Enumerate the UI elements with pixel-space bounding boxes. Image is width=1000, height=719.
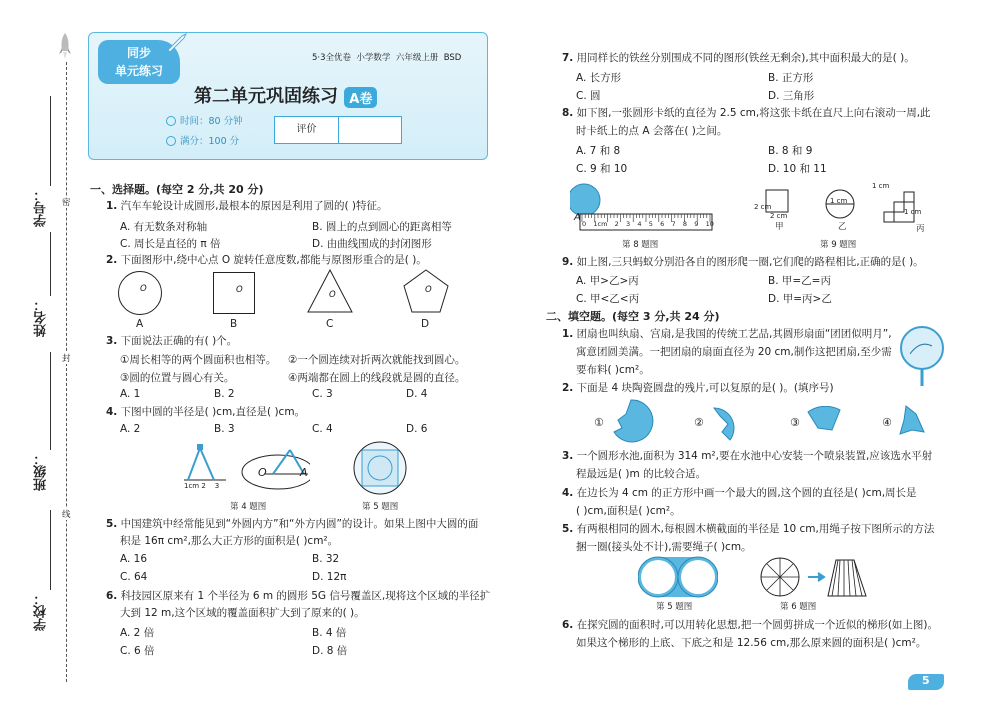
- fig9-dim-3: 1 cm: [830, 197, 848, 205]
- fill-question-2: 2. 下面是 4 块陶瓷圆盘的残片,可以复原的是( )。(填序号): [562, 382, 834, 394]
- circle-to-trapezoid-figure: [760, 556, 870, 601]
- question-6: 6. 科技园区原来有 1 个半径为 6 m 的圆形 5G 信号覆盖区,现将这个区域的半径扩: [106, 590, 491, 602]
- q1-option-a[interactable]: A. 有无数条对称轴: [120, 221, 208, 233]
- shard-2-figure: [710, 404, 746, 445]
- shard-3-figure: [806, 406, 842, 437]
- q5-option-b[interactable]: B. 32: [312, 553, 340, 565]
- two-logs-rope-figure: [638, 556, 718, 601]
- time-limit: 时间：80 分钟: [180, 116, 243, 127]
- page-title: 第二单元巩固练习 A卷: [194, 82, 377, 108]
- fig5-caption: 第 5 题图: [362, 502, 399, 512]
- fig4-ruler-label: 1cm 2 3: [184, 482, 220, 490]
- fig9-dim-1: 2 cm: [754, 203, 772, 211]
- page-number: 5: [922, 674, 930, 687]
- rocket-icon: [58, 32, 72, 60]
- fill-fig5-caption: 第 5 题图: [656, 602, 693, 612]
- q4-option-b[interactable]: B. 3: [214, 423, 235, 435]
- q3-statement-3: ③圆的位置与圆心有关。: [120, 372, 235, 384]
- q1-option-c[interactable]: C. 周长是直径的 π 倍: [120, 238, 221, 250]
- q3-option-d[interactable]: D. 4: [406, 388, 428, 400]
- school-field[interactable]: [50, 510, 51, 590]
- q2-option-d[interactable]: D: [421, 318, 430, 330]
- question-9: 9. 如上图,三只蚂蚁分别沿各自的图形爬一圈,它们爬的路程相比,正确的是( )。: [562, 256, 924, 268]
- fig8-tick-labels: 0 1cm 2 3 4 5 6 7 8 9 10: [582, 220, 714, 228]
- q3-statement-2: ②一个圆连续对折两次就能找到圆心。: [288, 354, 466, 366]
- fill-question-1-line3: 要布料( )cm²。: [576, 364, 650, 376]
- q4-option-d[interactable]: D. 6: [406, 423, 428, 435]
- question-5-cont: 积是 16π cm²,那么大正方形的面积是( )cm²。: [120, 535, 339, 547]
- full-score: 满分：100 分: [180, 136, 240, 147]
- q2-option-b[interactable]: B: [230, 318, 238, 330]
- section-2-heading: 二、填空题。(每空 3 分,共 24 分): [546, 310, 720, 323]
- student-id-field[interactable]: [50, 96, 51, 186]
- binding-mark-feng: 封: [62, 354, 71, 364]
- question-1: 1. 汽车车轮设计成圆形,最根本的原因是利用了圆的( )特征。: [106, 200, 388, 212]
- q4-option-c[interactable]: C. 4: [312, 423, 333, 435]
- q8-option-a[interactable]: A. 7 和 8: [576, 145, 621, 157]
- q3-statement-1: ①周长相等的两个圆面积也相等。: [120, 354, 277, 366]
- question-4: 4. 下图中圆的半径是( )cm,直径是( )cm。: [106, 406, 306, 418]
- q8-option-d[interactable]: D. 10 和 11: [768, 163, 827, 175]
- fill-question-6: 6. 在探究圆的面积时,可以用转化思想,把一个圆剪拼成一个近似的梯形(如上图)。: [562, 619, 939, 631]
- question-6-cont: 大到 12 m,这个区域的覆盖面积扩大到了原来的( )。: [120, 607, 365, 619]
- fig9-label-jia: 甲: [775, 222, 784, 232]
- q7-option-d[interactable]: D. 三角形: [768, 90, 815, 102]
- q3-option-b[interactable]: B. 2: [214, 388, 235, 400]
- binding-mark-xian: 线: [62, 510, 71, 520]
- q3-statement-4: ④两端都在圆上的线段就是圆的直径。: [288, 372, 466, 384]
- shard-label-2: ②: [694, 416, 704, 429]
- badge-line-1: 同步: [126, 46, 151, 60]
- question-7: 7. 用同样长的铁丝分别围成不同的图形(铁丝无剩余),其中面积最大的是( )。: [562, 52, 915, 64]
- student-id-label: 学号：: [34, 188, 49, 227]
- q2-square-figure: [213, 272, 255, 314]
- shard-label-1: ①: [594, 416, 604, 429]
- q6-option-b[interactable]: B. 4 倍: [312, 627, 347, 639]
- fig9-dim-2: 2 cm: [770, 212, 788, 220]
- fill-question-4-line2: ( )cm,面积是( )cm²。: [576, 505, 681, 517]
- question-8: 8. 如下图,一张圆形卡纸的直径为 2.5 cm,将这张卡纸在直尺上向右滚动一周,此: [562, 107, 931, 119]
- shard-label-4: ④: [882, 416, 892, 429]
- q5-option-a[interactable]: A. 16: [120, 553, 148, 565]
- fill-question-6-line2: 如果这个梯形的上底、下底之和是 12.56 cm,那么原来圆的面积是( )cm²。: [576, 637, 927, 649]
- fill-question-5: 5. 有两根相同的圆木,每根圆木横截面的半径是 10 cm,用绳子按下图所示的方法: [562, 523, 935, 535]
- name-label: 姓名：: [34, 298, 49, 337]
- question-3: 3. 下面说法正确的有( )个。: [106, 335, 238, 347]
- fig9-dim-4: 1 cm: [872, 182, 890, 190]
- q5-option-c[interactable]: C. 64: [120, 571, 148, 583]
- q9-option-a[interactable]: A. 甲>乙>丙: [576, 275, 639, 287]
- round-fan-figure: [898, 326, 946, 391]
- q6-option-c[interactable]: C. 6 倍: [120, 645, 155, 657]
- q2-square-center: O: [236, 285, 243, 295]
- rocket-badge-icon: [166, 32, 188, 55]
- question-2: 2. 下面图形中,绕中心点 O 旋转任意度数,都能与原图形重合的是( )。: [106, 254, 427, 266]
- q3-option-a[interactable]: A. 1: [120, 388, 141, 400]
- check-icon: [166, 136, 176, 146]
- fig9-caption: 第 9 题图: [820, 240, 857, 250]
- q2-option-c[interactable]: C: [326, 318, 334, 330]
- q9-option-b[interactable]: B. 甲=乙=丙: [768, 275, 831, 287]
- q2-pentagon-center: O: [425, 285, 432, 295]
- q2-circle-center: O: [140, 284, 147, 294]
- binding-dashed-line: [66, 62, 67, 682]
- q8-option-c[interactable]: C. 9 和 10: [576, 163, 628, 175]
- fig5-circle-square-figure: [352, 440, 408, 499]
- shard-4-figure: [896, 404, 926, 439]
- q3-option-c[interactable]: C. 3: [312, 388, 333, 400]
- q1-option-b[interactable]: B. 圆上的点到圆心的距离相等: [312, 221, 452, 233]
- fill-fig6-caption: 第 6 题图: [780, 602, 817, 612]
- question-8-cont: 时卡纸上的点 A 会落在( )之间。: [576, 125, 728, 137]
- fill-question-3-line2: 程最远是( )m 的比较合适。: [576, 468, 707, 480]
- fill-question-4: 4. 在边长为 4 cm 的正方形中画一个最大的圆,这个圆的直径是( )cm,周长是: [562, 487, 917, 499]
- title-tag: A卷: [344, 87, 377, 108]
- q7-option-b[interactable]: B. 正方形: [768, 72, 814, 84]
- class-label: 班级：: [34, 452, 49, 491]
- series-info: 5·3全优卷 小学数学 六年级上册 BSD: [312, 53, 462, 63]
- fig4-caption: 第 4 题图: [230, 502, 267, 512]
- fig8-caption: 第 8 题图: [622, 240, 659, 250]
- fig9-label-yi: 乙: [838, 222, 847, 232]
- fig4-point-label: A: [300, 466, 308, 479]
- shard-label-3: ③: [790, 416, 800, 429]
- evaluation-box: [274, 116, 402, 144]
- evaluation-label: 评价: [275, 117, 339, 143]
- fig4-center-label: O: [258, 466, 267, 479]
- shard-1-figure: [608, 398, 654, 447]
- clock-icon: [166, 116, 176, 126]
- section-1-heading: 一、选择题。(每空 2 分,共 20 分): [90, 183, 264, 196]
- class-field[interactable]: [50, 352, 51, 450]
- fig8-ruler-figure: [570, 182, 716, 237]
- evaluation-field[interactable]: [339, 117, 401, 143]
- q8-option-b[interactable]: B. 8 和 9: [768, 145, 813, 157]
- q1-option-d[interactable]: D. 由曲线围成的封闭图形: [312, 238, 432, 250]
- school-label: 学校：: [34, 592, 49, 631]
- fig9-label-bing: 丙: [916, 224, 925, 234]
- q2-option-a[interactable]: A: [136, 318, 144, 330]
- q7-option-a[interactable]: A. 长方形: [576, 72, 622, 84]
- binding-mark-mi: 密: [62, 198, 71, 208]
- fill-question-5-line2: 捆一圈(接头处不计),需要绳子( )cm。: [576, 541, 752, 553]
- q6-option-d[interactable]: D. 8 倍: [312, 645, 348, 657]
- q7-option-c[interactable]: C. 圆: [576, 90, 601, 102]
- q6-option-a[interactable]: A. 2 倍: [120, 627, 155, 639]
- q9-option-d[interactable]: D. 甲=丙>乙: [768, 293, 832, 305]
- badge-line-2: 单元练习: [114, 64, 163, 78]
- fill-question-1: 1. 团扇也叫纨扇、宫扇,是我国的传统工艺品,其圆形扇面“团团似明月”,: [562, 328, 892, 340]
- fig9-dim-5: 1 cm: [904, 208, 922, 216]
- fill-question-1-line2: 寓意团圆美满。一把团扇的扇面直径为 20 cm,制作这把团扇,至少需: [576, 346, 892, 358]
- q2-triangle-center: O: [329, 290, 336, 300]
- q4-option-a[interactable]: A. 2: [120, 423, 141, 435]
- fill-question-3: 3. 一个圆形水池,面积为 314 m²,要在水池中心安装一个喷泉装置,应该选水平射: [562, 450, 933, 462]
- name-field[interactable]: [50, 232, 51, 296]
- fig8-point-a: A: [574, 212, 581, 223]
- q9-option-c[interactable]: C. 甲<乙<丙: [576, 293, 640, 305]
- q5-option-d[interactable]: D. 12π: [312, 571, 347, 583]
- question-5: 5. 中国建筑中经常能见到“外圆内方”和“外方内圆”的设计。如果上图中大圆的面: [106, 518, 479, 530]
